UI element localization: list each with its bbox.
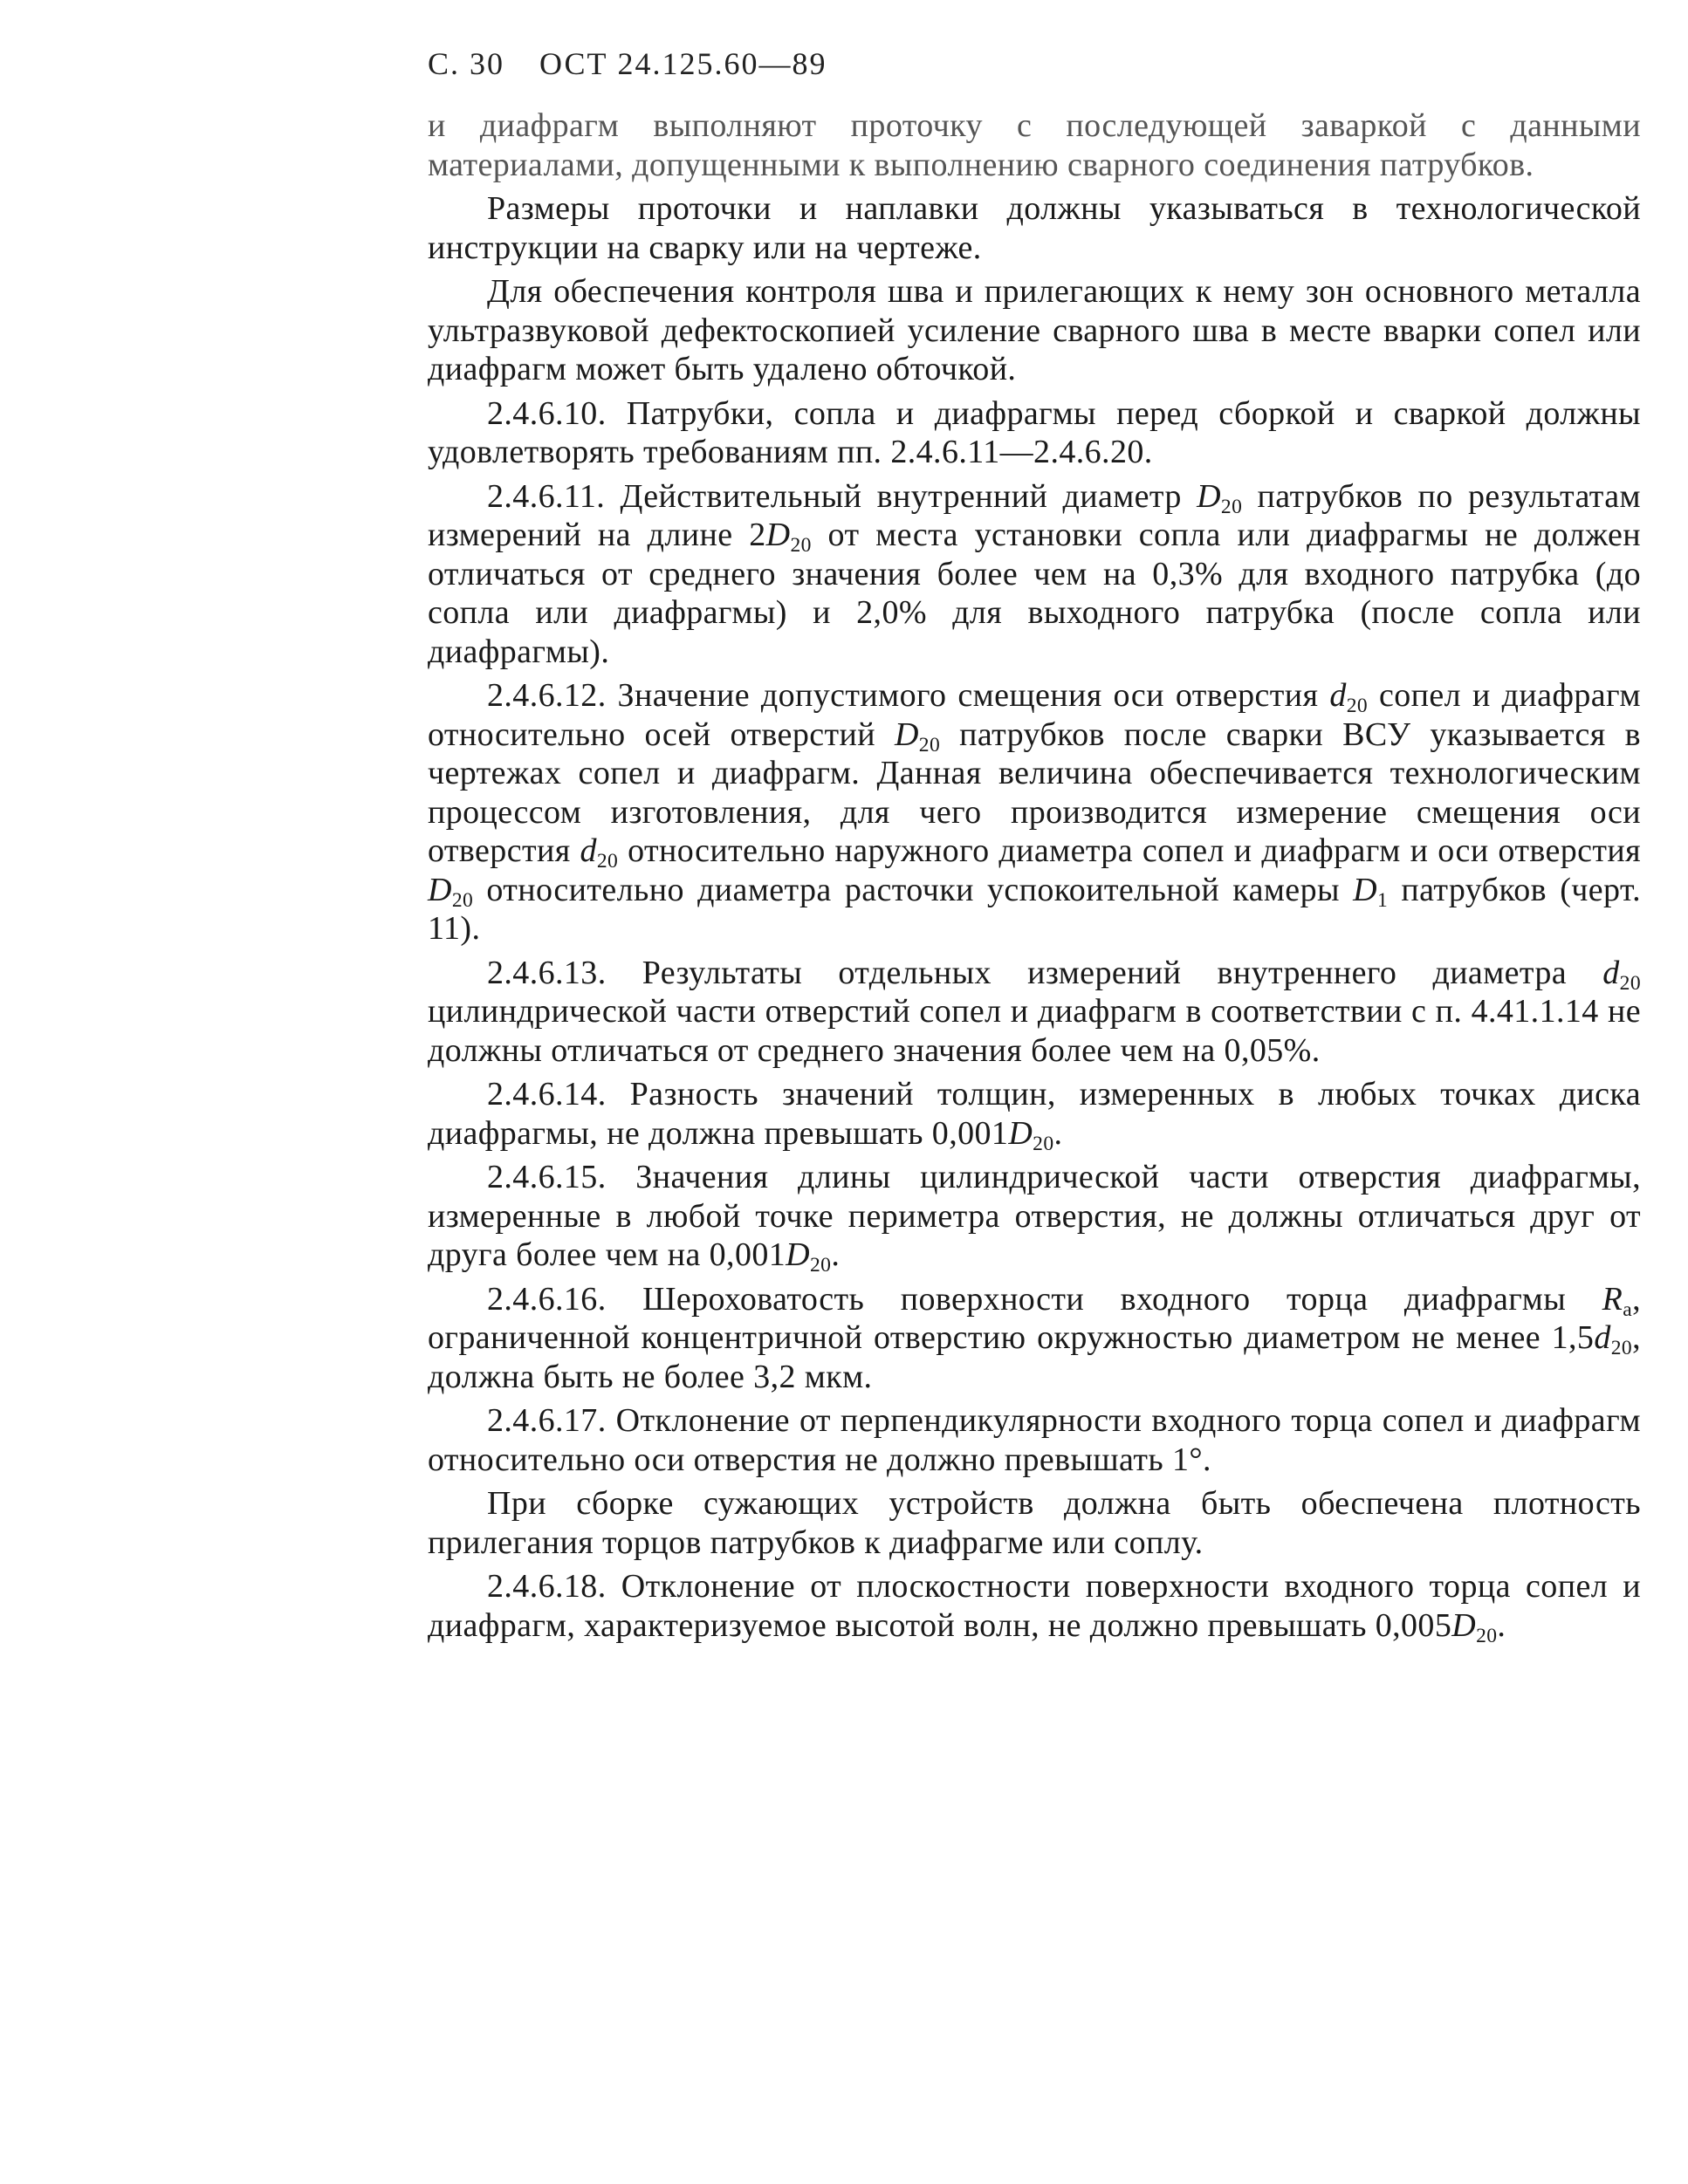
paragraph: и диафрагм выполняют проточку с последующей заваркой с данными материалами, допущенными к выполнению сварного соединения патрубков.	[428, 107, 1641, 183]
paragraph: Для обеспечения контроля шва и прилегающих к нему зон основного металла ультразвуковой дефектоскопией усиление сварного шва в месте вварки сопел или диафрагм может быть удалено обточкой.	[428, 273, 1641, 387]
paragraph: Размеры проточки и наплавки должны указываться в технологической инструкции на сварку или на чертеже.	[428, 190, 1641, 266]
paragraph: 2.4.6.11. Действительный внутренний диаметр $D_{20}$ патрубков по результатам измерений на длине $2D_{20}$ от места установки сопла или диафрагмы не должен отличаться от среднего значения более чем на 0,3% для входного патрубка (до сопла или диафрагмы) и 2,0% для выходного патрубка (после сопла или диафрагмы).	[428, 477, 1641, 670]
paragraph: При сборке сужающих устройств должна быть обеспечена плотность прилегания торцов патрубков к диафрагме или соплу.	[428, 1485, 1641, 1561]
paragraph: 2.4.6.13. Результаты отдельных измерений внутреннего диаметра $d_{20}$ цилиндрической части отверстий сопел и диафрагм в соответствии с п. 4.41.1.14 не должны отличаться от среднего значения более чем на 0,05%.	[428, 954, 1641, 1069]
page-number: С. 30	[428, 46, 505, 81]
paragraph: 2.4.6.12. Значение допустимого смещения оси отверстия $d_{20}$ сопел и диафрагм относительно осей отверстий $D_{20}$ патрубков после сварки ВСУ указывается в чертежах сопел и диафрагм. Данная величина обеспечивается технологическим процессом изготовления, для чего производится измерение смещения оси отверстия $d_{20}$ относительно наружного диаметра сопел и диафрагм и оси отверстия $D_{20}$ относительно диаметра расточки успокоительной камеры $D_1$ патрубков (черт. 11).	[428, 677, 1642, 947]
paragraph: 2.4.6.17. Отклонение от перпендикулярности входного торца сопел и диафрагм относительно оси отверстия не должно превышать 1°.	[428, 1402, 1641, 1478]
paragraph: 2.4.6.14. Разность значений толщин, измеренных в любых точках диска диафрагмы, не должна превышать $0,001D_{20}$.	[428, 1076, 1641, 1155]
paragraph: 2.4.6.18. Отклонение от плоскостности поверхности входного торца сопел и диафрагм, характеризуемое высотой волн, не должно превышать $0,005D_{20}$.	[428, 1568, 1641, 1647]
body-text	[428, 106, 1641, 1650]
paragraph: 2.4.6.10. Патрубки, сопла и диафрагмы перед сборкой и сваркой должны удовлетворять требованиям пп. 2.4.6.11—2.4.6.20.	[428, 394, 1641, 470]
standard-designation: ОСТ 24.125.60—89	[539, 46, 827, 81]
paragraph: 2.4.6.15. Значения длины цилиндрической части отверстия диафрагмы, измеренные в любой точке периметра отверстия, не должны отличаться друг от друга более чем на $0,001D_{20}$.	[428, 1159, 1641, 1277]
paragraph: 2.4.6.16. Шероховатость поверхности входного торца диафрагмы $R_a$, ограниченной концентричной отверстию окружностью диаметром не менее $1,5d_{20}$, должна быть не более 3,2 мкм.	[428, 1280, 1641, 1395]
running-head	[428, 45, 827, 82]
